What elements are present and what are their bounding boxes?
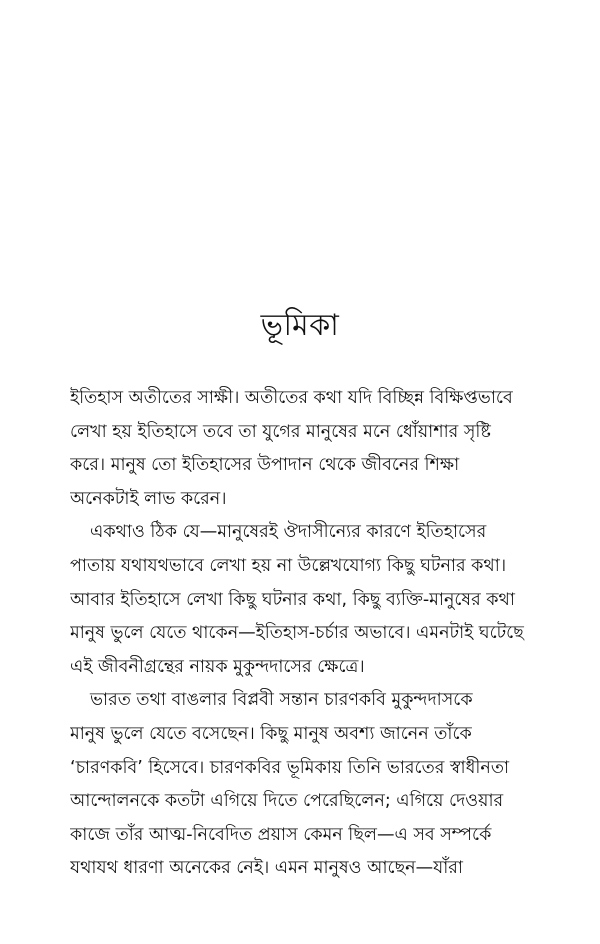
page-title: ভূমিকা: [260, 308, 340, 343]
text-line: একথাও ঠিক যে—মানুষেরই ঔদাসীন্যের কারণে ইতিহাসের: [90, 522, 487, 543]
text-line: পাতায় যথাযথভাবে লেখা হয় না উল্লেখযোগ্য কিছু ঘটনার কথা।: [70, 555, 507, 576]
text-line: লেখা হয় ইতিহাসে তবে তা যুগের মানুষের মনে ধোঁয়াশার সৃষ্টি: [70, 421, 491, 442]
text-line: অনেকটাই লাভ করেন।: [70, 488, 227, 509]
text-line: যথাযথ ধারণা অনেকের নেই। এমন মানুষও আছেন—যাঁরা: [70, 858, 463, 879]
text-line: আবার ইতিহাসে লেখা কিছু ঘটনার কথা, কিছু ব্যক্তি-মানুষের কথা: [70, 589, 515, 610]
text-line: কাজে তাঁর আত্ম-নিবেদিত প্রয়াস কেমন ছিল—এ সব সম্পর্কে: [70, 824, 492, 845]
paragraph-1: [70, 382, 540, 516]
body-text: [70, 382, 540, 886]
text-line: করে। মানুষ তো ইতিহাসের উপাদান থেকে জীবনের শিক্ষা: [70, 455, 460, 476]
text-line: মানুষ ভুলে যেতে থাকেন—ইতিহাস-চর্চার অভাবে। এমনটাই ঘটেছে: [70, 623, 524, 644]
text-line: ইতিহাস অতীতের সাক্ষী। অতীতের কথা যদি বিচ্ছিন্ন বিক্ষিপ্তভাবে: [70, 388, 513, 408]
text-line: আন্দোলনকে কতটা এগিয়ে দিতে পেরেছিলেন; এগিয়ে দেওয়ার: [70, 791, 504, 812]
text-line: এই জীবনীগ্রন্থের নায়ক মুকুন্দদাসের ক্ষেত্রে।: [70, 656, 365, 677]
text-line: ‘চারণকবি’ হিসেবে। চারণকবির ভূমিকায় তিনি ভারতের স্বাধীনতা: [70, 757, 510, 778]
paragraph-3: [70, 684, 540, 886]
text-line: ভারত তথা বাঙলার বিপ্লবী সন্তান চারণকবি মুকুন্দদাসকে: [90, 690, 473, 711]
text-line: মানুষ ভুলে যেতে বসেছেন। কিছু মানুষ অবশ্য জানেন তাঁকে: [70, 723, 472, 744]
paragraph-2: [70, 516, 540, 684]
